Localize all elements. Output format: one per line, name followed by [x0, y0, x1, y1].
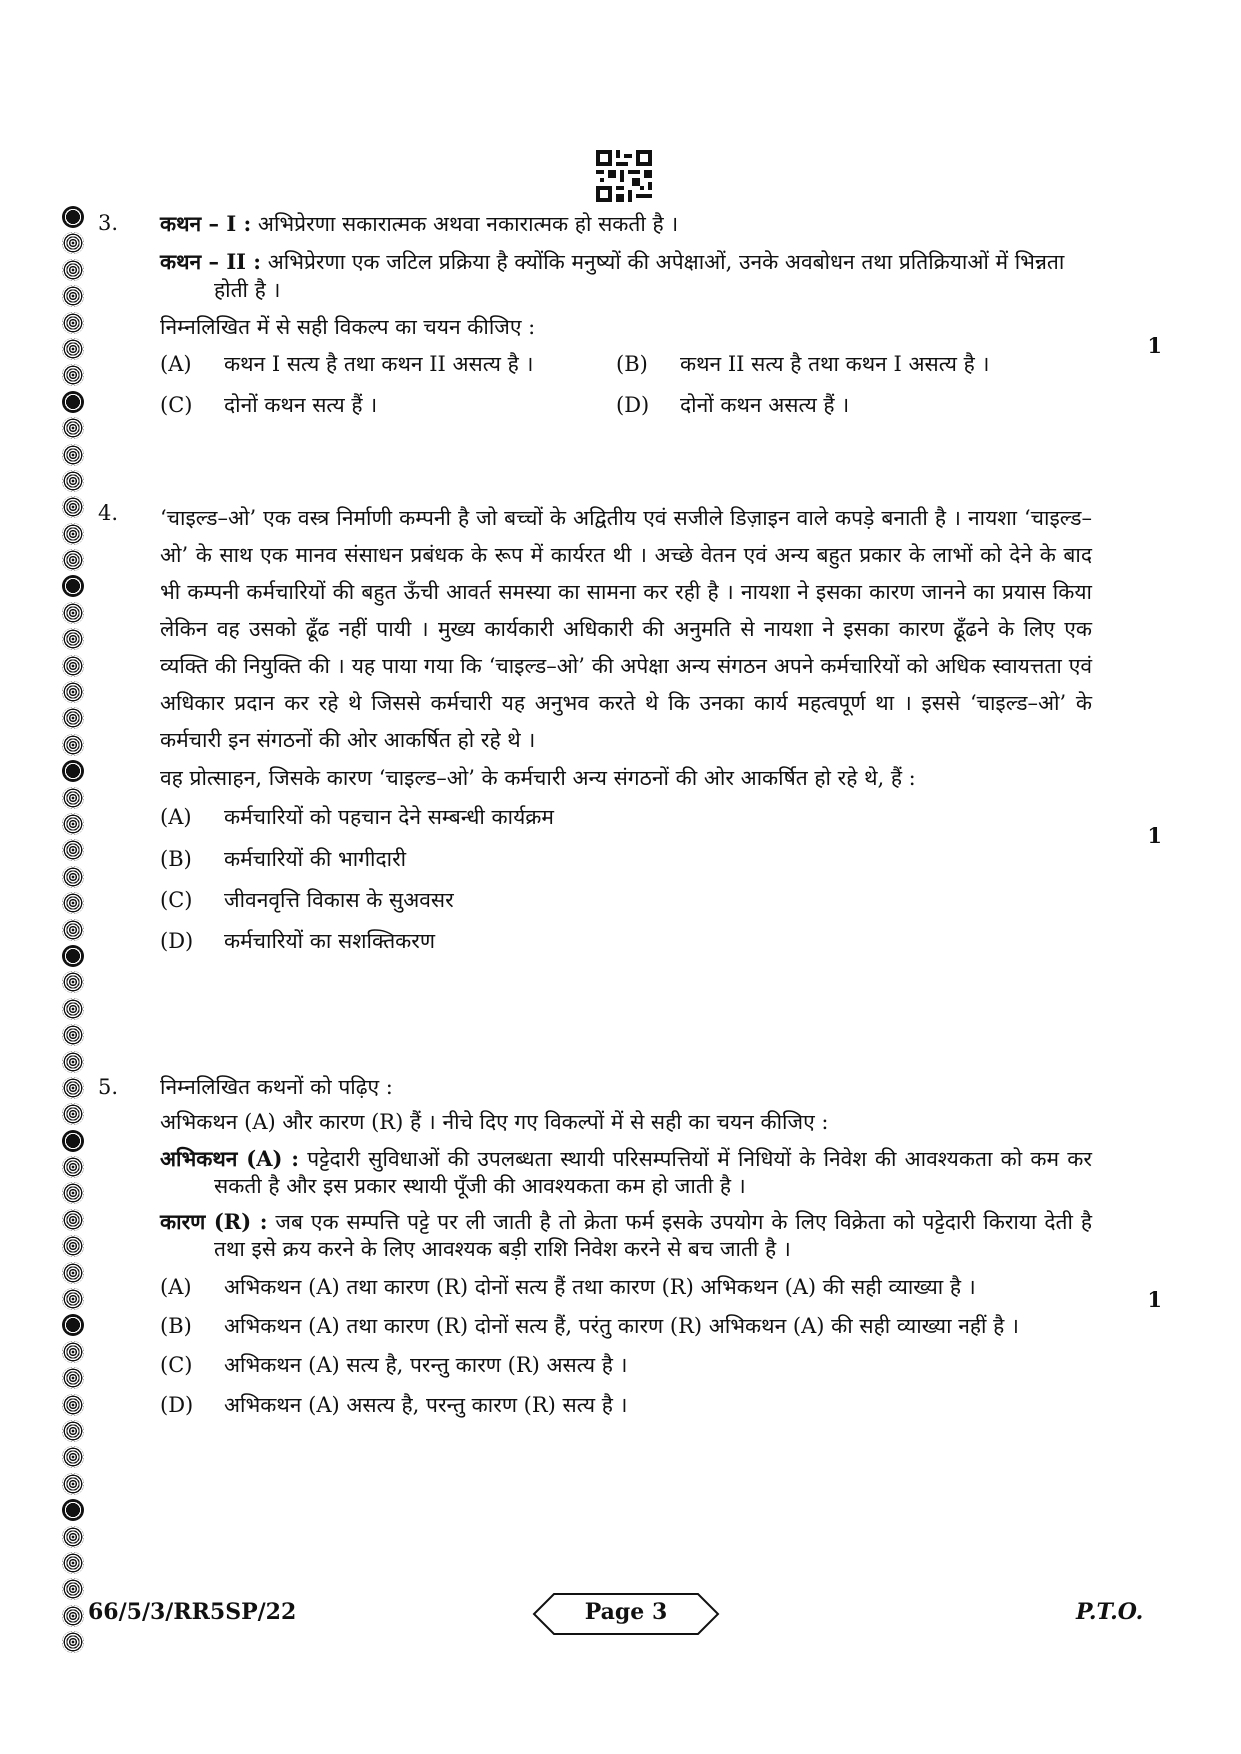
option-label: (A) [160, 805, 192, 830]
page-number: Page 3 [584, 1599, 668, 1625]
ring-mark [62, 1288, 84, 1310]
ring-mark [62, 707, 84, 729]
option-a[interactable] [160, 1274, 1092, 1301]
option-text: अभिकथन (A) सत्य है, परन्तु कारण (R) असत्य है । [224, 1353, 628, 1378]
option-label: (A) [160, 1274, 192, 1299]
options-row-2 [160, 392, 1092, 419]
option-label: (B) [616, 352, 648, 377]
ring-mark [62, 1394, 84, 1416]
option-d[interactable] [616, 392, 849, 419]
option-label: (B) [160, 846, 192, 871]
option-label: (B) [160, 1314, 192, 1339]
option-label: (C) [160, 393, 193, 418]
option-c[interactable] [160, 392, 604, 419]
option-label: (A) [160, 352, 192, 377]
ring-mark [62, 734, 84, 756]
option-b[interactable] [160, 846, 1092, 873]
ring-mark [62, 1499, 84, 1521]
reason-label: कारण (R) : [160, 1209, 268, 1235]
option-b[interactable] [160, 1313, 1092, 1340]
reason [160, 1208, 1092, 1264]
question-body [160, 210, 1092, 420]
ring-mark [62, 1473, 84, 1495]
option-text: कथन II सत्य है तथा कथन I असत्य है । [680, 352, 990, 377]
statement-label: कथन – II : [160, 249, 262, 275]
option-label: (D) [160, 1392, 194, 1417]
assertion [160, 1145, 1092, 1201]
option-c[interactable] [160, 887, 1092, 914]
option-text: दोनों कथन सत्य हैं । [224, 393, 378, 418]
ring-mark [62, 919, 84, 941]
ring-mark [62, 787, 84, 809]
instruction-2: अभिकथन (A) और कारण (R) हैं । नीचे दिए गए विकल्पों में से सही का चयन कीजिए : [160, 1110, 829, 1135]
question-body [160, 500, 1092, 955]
ring-mark [62, 1314, 84, 1336]
option-label: (C) [160, 887, 193, 912]
option-text: दोनों कथन असत्य हैं । [680, 393, 850, 418]
ring-mark [62, 1552, 84, 1574]
ring-mark [62, 892, 84, 914]
page-number-box [532, 1592, 720, 1636]
option-text: कर्मचारियों की भागीदारी [224, 846, 407, 871]
ring-mark [62, 1262, 84, 1284]
question-number: 4. [98, 501, 119, 525]
question-number: 3. [98, 211, 119, 235]
option-a[interactable] [160, 351, 604, 378]
option-label: (C) [160, 1353, 193, 1378]
option-label: (D) [160, 929, 194, 954]
option-b[interactable] [616, 351, 989, 378]
ring-mark [62, 470, 84, 492]
ring-mark [62, 364, 84, 386]
statement-2 [160, 248, 1092, 304]
ring-mark [62, 1526, 84, 1548]
question-body [160, 1074, 1092, 1419]
ring-mark [62, 1446, 84, 1468]
ring-mark [62, 813, 84, 835]
ring-mark [62, 602, 84, 624]
pto-label: P.T.O. [1076, 1599, 1144, 1625]
ring-mark [62, 1024, 84, 1046]
ring-mark [62, 417, 84, 439]
ring-mark [62, 338, 84, 360]
ring-mark [62, 866, 84, 888]
option-d[interactable] [160, 928, 1092, 955]
ring-mark [62, 259, 84, 281]
ring-mark [62, 496, 84, 518]
option-text: अभिकथन (A) तथा कारण (R) दोनों सत्य हैं, परंतु कारण (R) अभिकथन (A) की सही व्याख्या नहीं है । [224, 1314, 1019, 1339]
page-footer [0, 1598, 1241, 1638]
ring-mark [62, 655, 84, 677]
ring-mark [62, 945, 84, 967]
option-text: कथन I सत्य है तथा कथन II असत्य है । [224, 352, 534, 377]
ring-mark [62, 1130, 84, 1152]
instruction-1: निम्नलिखित कथनों को पढ़िए : [160, 1075, 393, 1099]
ring-mark [62, 523, 84, 545]
ring-mark [62, 1077, 84, 1099]
ring-mark [62, 1367, 84, 1389]
passage: ‘चाइल्ड–ओ’ एक वस्त्र निर्माणी कम्पनी है जो बच्चों के अद्वितीय एवं सजीले डिज़ाइन वाले कपड़े बनाती है । नायशा ‘चाइल्ड–ओ’ के साथ एक मानव संसाधन प्रबंधक के रूप में कार्यरत थी । अच्छे वेतन एवं अन्य बहुत प्रकार के लाभों को देने के बाद भी कम्पनी कर्मचारियों की बहुत ऊँची आवर्त समस्या का सामना कर रही है । नायशा ने इसका कारण जानने का प्रयास किया लेकिन वह उसको ढूँढ नहीं पायी । मुख्य कार्यकारी अधिकारी की अनुमति से नायशा ने इसका कारण ढूँढने के लिए एक व्यक्ति की नियुक्ति की । यह पाया गया कि ‘चाइल्ड–ओ’ की अपेक्षा अन्य संगठन अपने कर्मचारियों को अधिक स्वायत्तता एवं अधिकार प्रदान कर रहे थे जिससे कर्मचारी यह अनुभव करते थे कि उनका कार्य महत्वपूर्ण था । इससे ‘चाइल्ड–ओ’ के कर्मचारी इन संगठनों की ओर आकर्षित हो रहे थे । [160, 506, 1092, 752]
ring-mark [62, 1341, 84, 1363]
ring-mark [62, 1235, 84, 1257]
assertion-text: पट्टेदारी सुविधाओं की उपलब्धता स्थायी परिसम्पत्तियों में निधियों के निवेश की आवश्यकता को कम कर सकती है और इस प्रकार स्थायी पूँजी की आवश्यकता कम हो जाती है । [214, 1146, 1092, 1198]
ring-mark [62, 760, 84, 782]
ring-mark [62, 998, 84, 1020]
statement-1 [160, 210, 1092, 238]
margin-ring-strip [58, 206, 88, 1606]
option-text: कर्मचारियों का सशक्तिकरण [224, 929, 436, 954]
question-text: वह प्रोत्साहन, जिसके कारण ‘चाइल्ड–ओ’ के कर्मचारी अन्य संगठनों की ओर आकर्षित हो रहे थे, हैं : [160, 766, 916, 790]
option-c[interactable] [160, 1352, 1092, 1379]
ring-mark [62, 681, 84, 703]
option-text: अभिकथन (A) तथा कारण (R) दोनों सत्य हैं तथा कारण (R) अभिकथन (A) की सही व्याख्या है । [224, 1274, 976, 1299]
paper-code: 66/5/3/RR5SP/22 [88, 1599, 297, 1625]
ring-mark [62, 839, 84, 861]
marks: 1 [1147, 823, 1162, 848]
ring-mark [62, 1578, 84, 1600]
ring-mark [62, 1420, 84, 1442]
ring-mark [62, 285, 84, 307]
ring-mark [62, 444, 84, 466]
ring-mark [62, 1209, 84, 1231]
question-number: 5. [98, 1075, 119, 1099]
statement-text: अभिप्रेरणा सकारात्मक अथवा नकारात्मक हो सकती है । [257, 212, 679, 236]
options-row-1 [160, 351, 1092, 378]
ring-mark [62, 575, 84, 597]
ring-mark [62, 1103, 84, 1125]
option-text: जीवनवृत्ति विकास के सुअवसर [224, 887, 454, 912]
ring-mark [62, 1051, 84, 1073]
qr-code [596, 150, 652, 202]
ring-mark [62, 971, 84, 993]
ring-mark [62, 549, 84, 571]
marks: 1 [1147, 1287, 1162, 1312]
ring-mark [62, 628, 84, 650]
assertion-label: अभिकथन (A) : [160, 1145, 300, 1171]
option-label: (D) [616, 393, 650, 418]
ring-mark [62, 1182, 84, 1204]
option-text: अभिकथन (A) असत्य है, परन्तु कारण (R) सत्य है । [224, 1392, 628, 1417]
statement-label: कथन – I : [160, 211, 252, 236]
instruction: निम्नलिखित में से सही विकल्प का चयन कीजिए : [160, 314, 536, 339]
ring-mark [62, 1156, 84, 1178]
ring-mark [62, 312, 84, 334]
reason-text: जब एक सम्पत्ति पट्टे पर ली जाती है तो क्रेता फर्म इसके उपयोग के लिए विक्रेता को पट्टेदारी किराया देती है तथा इसे क्रय करने के लिए आवश्यक बड़ी राशि निवेश करने से बच जाती है । [214, 1210, 1092, 1262]
option-a[interactable] [160, 804, 1092, 831]
ring-mark [62, 232, 84, 254]
ring-mark [62, 391, 84, 413]
option-text: कर्मचारियों को पहचान देने सम्बन्धी कार्यक्रम [224, 805, 554, 830]
statement-text: अभिप्रेरणा एक जटिल प्रक्रिया है क्योंकि मनुष्यों की अपेक्षाओं, उनके अवबोधन तथा प्रतिक्रियाओं में भिन्नता होती है । [214, 250, 1065, 302]
marks: 1 [1147, 333, 1162, 358]
option-d[interactable] [160, 1392, 1092, 1419]
ring-mark [62, 206, 84, 228]
